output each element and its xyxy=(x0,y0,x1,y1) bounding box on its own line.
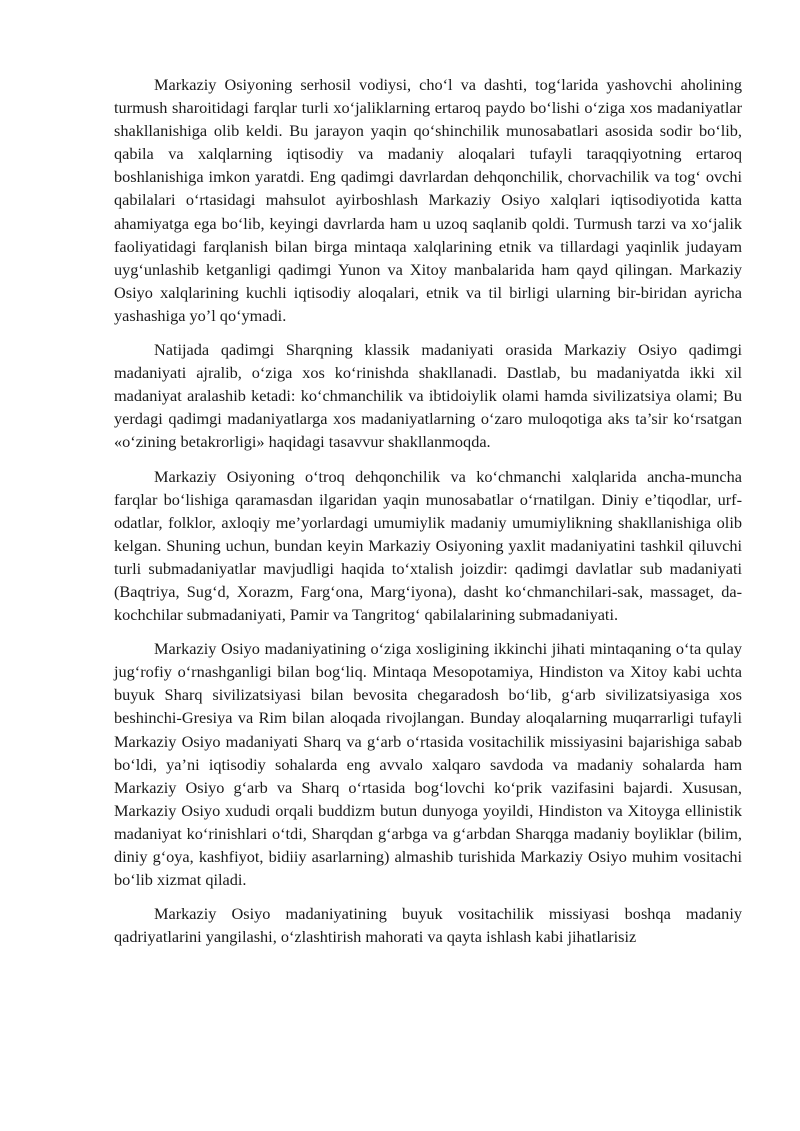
paragraph-5: Markaziy Osiyo madaniyatining buyuk vositachilik missiyasi boshqa madaniy qadriyatlarini yangilashi, o‘zlashtirish mahorati va qayta ishlash kabi jihatlarisiz xyxy=(114,904,742,947)
paragraph-3: Markaziy Osiyoning o‘troq dehqonchilik va ko‘chmanchi xalqlarida ancha-muncha farqlar bo‘lishiga qaramasdan ilgaridan yaqin munosabatlar o‘rnatilgan. Diniy e’tiqodlar, urf-odatlar, folklor, axloqiy me’yorlardagi umumiylik madaniy umumiylikning shakllanishiga olib kelgan. Shuning uchun, bundan keyin Markaziy Osiyoning yaxlit madaniyatini tashkil qiluvchi turli submadaniyatlar mavjudligi haqida to‘xtalish joizdir: qadimgi davlatlar sub madaniyati (Baqtriya, Sug‘d, Xorazm, Farg‘ona, Marg‘iyona), dasht ko‘chmanchilari-sak, massaget, da-kochchilar submadaniyati, Pamir va Tangritog‘ qabilalarining submadaniyati. xyxy=(114,466,742,625)
paragraph-4: Markaziy Osiyo madaniyatining o‘ziga xosligining ikkinchi jihati mintaqaning o‘ta qulay jug‘rofiy o‘rnashganligi bilan bog‘liq. Mintaqa Mesopotamiya, Hindiston va Xitoy kabi uchta buyuk Sharq sivilizatsiyasi bilan bevosita chegaradosh bo‘lib, g‘arb sivilizatsiyasiga xos beshinchi-Gresiya va Rim bilan aloqada rivojlangan. Bunday aloqalarning muqarrarligi tufayli Markaziy Osiyo madaniyati Sharq va g‘arb o‘rtasida vositachilik missiyasini bajarishiga sabab bo‘ldi, ya’ni iqtisodiy sohalarda eng avvalo xalqaro savdoda va madaniy sohalarda ham Markaziy Osiyo g‘arb va Sharq o‘rtasida bog‘lovchi ko‘prik vazifasini bajardi. Xususan, Markaziy Osiyo xududi orqali buddizm butun dunyoga yoyildi, Hindiston va Xitoyga ellinistik madaniyat ko‘rinishlari o‘tdi, Sharqdan g‘arbga va g‘arbdan Sharqga madaniy boyliklar (bilim, diniy g‘oya, kashfiyot, bidiiy asarlarning) almashib turishida Markaziy Osiyo muhim vositachi bo‘lib xizmat qiladi. xyxy=(114,639,742,890)
paragraph-1: Markaziy Osiyoning serhosil vodiysi, cho‘l va dashti, tog‘larida yashovchi aholining turmush sharoitidagi farqlar turli xo‘jaliklarning ertaroq paydo bo‘lishi o‘ziga xos madaniyatlar shakllanishiga olib keldi. Bu jarayon yaqin qo‘shinchilik munosabatlari asosida sodir bo‘lib, qabila va xalqlarning iqtisodiy va madaniy aloqalari tufayli taraqqiyotning ertaroq boshlanishiga imkon yaratdi. Eng qadimgi davrlardan dehqonchilik, chorvachilik va tog‘ ovchi qabilalari o‘rtasidagi mahsulot ayirboshlash Markaziy Osiyo xalqlari iqtisodiyotida katta ahamiyatga ega bo‘lib, keyingi davrlarda ham u uzoq saqlanib qoldi. Turmush tarzi va xo‘jalik faoliyatidagi farqlanish bilan birga mintaqa xalqlarining etnik va tillardagi yaqinlik judayam uyg‘unlashib ketganligi qadimgi Yunon va Xitoy manbalarida ham qayd qilingan. Markaziy Osiyo xalqlarining kuchli iqtisodiy aloqalari, etnik va til birligi ularning bir-biridan ayricha yashashiga yo’l qo‘ymadi. xyxy=(114,75,742,325)
paragraph-2: Natijada qadimgi Sharqning klassik madaniyati orasida Markaziy Osiyo qadimgi madaniyati ajralib, o‘ziga xos ko‘rinishda shakllanadi. Dastlab, bu madaniyatda ikki xil madaniyat aralashib ketadi: ko‘chmanchilik va ibtidoiylik olami hamda sivilizatsiya olami; Bu yerdagi qadimgi madaniyatlarga xos madaniyatlarning o‘zaro muloqotiga aks ta’sir ko‘rsatgan «o‘zining betakrorligi» haqidagi tasavvur shakllanmoqda. xyxy=(114,340,742,452)
document-page xyxy=(114,73,742,959)
